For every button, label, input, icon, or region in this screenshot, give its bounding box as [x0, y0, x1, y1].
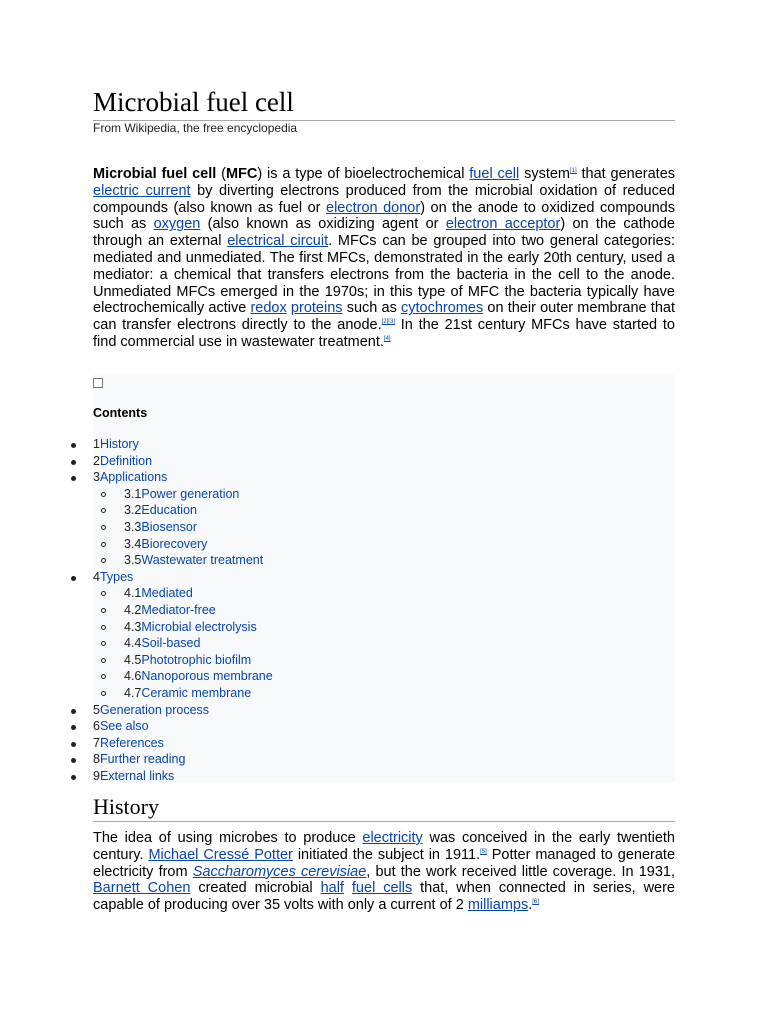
link-electron-donor[interactable]: electron donor — [326, 199, 421, 216]
text: initiated the subject in 1911. — [292, 846, 481, 863]
toc-item-nanoporous-membrane[interactable] — [0, 668, 675, 685]
toc-number: 3.3 — [124, 519, 142, 534]
toc-number: 9 — [93, 768, 100, 783]
citation-1[interactable]: [1] — [570, 168, 577, 175]
link-barnett-cohen[interactable]: Barnett Cohen — [93, 880, 191, 897]
toc-item-education[interactable] — [0, 502, 675, 519]
history-paragraph — [93, 830, 675, 914]
toc-item-generation-process[interactable] — [0, 702, 675, 719]
text: Potter managed to generate electricity from — [93, 846, 676, 880]
toc-item-phototrophic-biofilm[interactable] — [0, 652, 675, 669]
text — [344, 880, 352, 896]
link-milliamps[interactable]: milliamps — [467, 897, 529, 914]
bold-term: Microbial fuel cell — [93, 166, 217, 182]
toc-item-ceramic-membrane[interactable] — [0, 685, 675, 702]
toc-item-soil-based[interactable] — [0, 635, 675, 652]
link-oxygen[interactable]: oxygen — [153, 216, 201, 233]
bold-abbreviation: MFC — [225, 166, 258, 182]
toc-number: 2 — [93, 453, 100, 468]
toc-item-history[interactable] — [0, 436, 675, 453]
toc-link[interactable]: Types — [99, 569, 134, 584]
toc-item-biorecovery[interactable] — [0, 536, 675, 553]
toc-link[interactable]: Mediated — [141, 586, 193, 601]
toc-number: 3.2 — [124, 503, 142, 518]
toc-link[interactable]: Further reading — [99, 752, 186, 767]
toc-link[interactable]: Definition — [99, 453, 153, 468]
toc-number: 3.1 — [124, 486, 142, 501]
toc-number: 4.6 — [124, 669, 142, 684]
toc-number: 3 — [93, 470, 100, 485]
toc-number: 1 — [93, 437, 100, 451]
tagline: From Wikipedia, the free encyclopedia — [93, 121, 298, 135]
link-electricity[interactable]: electricity — [362, 830, 423, 846]
toc-number: 4.7 — [124, 685, 142, 700]
toc-link[interactable]: Phototrophic biofilm — [141, 652, 252, 667]
toc-link[interactable]: Nanoporous membrane — [141, 669, 273, 684]
toc-number: 4.4 — [124, 636, 142, 651]
link-proteins[interactable]: proteins — [290, 300, 343, 317]
citation-5[interactable]: [5] — [480, 848, 487, 855]
toc-link[interactable]: See also — [99, 719, 149, 734]
toc-item-mediated[interactable] — [0, 585, 675, 602]
text: that generates — [576, 166, 676, 182]
toc-link[interactable]: History — [99, 437, 139, 451]
toc-title: Contents — [93, 406, 148, 420]
text: In the 21st century MFCs have started to find commercial use in wastewater treatment. — [93, 317, 675, 350]
toc-number: 5 — [93, 702, 100, 717]
toc-link[interactable]: External links — [99, 768, 175, 783]
text: ) is a type of bioelectrochemical — [257, 166, 470, 182]
toc-item-power-generation[interactable] — [0, 486, 675, 503]
toc-item-references[interactable] — [0, 735, 675, 752]
text: . MFCs can be grouped into two general categories: mediated and unmediated. The first MFCs, demonstrated in the early 20th century, used a mediator: a chemical that transfers electrons from the bacteria in the cell to the anode. Unmediated MFCs emerged in the 1970s; in this type of MFC the bacteria typically have electrochemically active — [93, 233, 675, 317]
link-cytochromes[interactable]: cytochromes — [401, 300, 484, 317]
link-electron-acceptor[interactable]: electron acceptor — [445, 216, 561, 233]
toc-link[interactable]: Microbial electrolysis — [141, 619, 257, 634]
text: system — [519, 166, 570, 182]
toc-link[interactable]: Power generation — [141, 486, 240, 501]
text: (also known as oxidizing agent or — [200, 216, 446, 233]
text: ( — [216, 166, 226, 182]
text: such as — [342, 300, 401, 317]
text: ) on the cathode through an external — [93, 216, 675, 250]
text: on their outer membrane that can transfer electrons directly to the anode. — [93, 300, 675, 334]
text: by diverting electrons produced from the microbial oxidation of reduced compounds (also known as fuel or — [93, 182, 675, 216]
page-title: Microbial fuel cell — [93, 86, 675, 121]
toc-link[interactable]: Mediator-free — [141, 602, 216, 617]
toc-link[interactable]: Education — [141, 503, 197, 518]
link-saccharomyces-cerevisiae[interactable]: Saccharomyces cerevisiae — [192, 863, 367, 880]
toc-item-mediator-free[interactable] — [0, 602, 675, 619]
text: The idea of using microbes to produce — [93, 830, 363, 846]
table-of-contents — [93, 375, 675, 782]
intro-paragraph — [93, 166, 675, 351]
toc-number: 4 — [93, 569, 100, 584]
text: created microbial — [190, 880, 321, 897]
citation-4[interactable]: [4] — [383, 336, 391, 343]
toc-number: 4.2 — [124, 602, 142, 617]
toc-link[interactable]: Ceramic membrane — [141, 685, 252, 700]
toc-link[interactable]: Applications — [99, 470, 168, 485]
toc-toggle-checkbox[interactable] — [93, 378, 103, 388]
toc-item-further-reading[interactable] — [0, 751, 675, 768]
toc-link[interactable]: References — [99, 735, 164, 750]
text: that, when connected in series, were capable of producing over 35 volts with only a current of 2 — [93, 880, 675, 914]
toc-number: 3.5 — [124, 553, 142, 568]
toc-item-biosensor[interactable] — [0, 519, 675, 536]
text: , but the work received little coverage. In 1931, — [366, 863, 675, 880]
text: was conceived in the early twentieth century. — [93, 830, 675, 863]
toc-link[interactable]: Wastewater treatment — [141, 553, 264, 568]
citation-2-3[interactable]: [2][3] — [381, 319, 395, 326]
toc-number: 6 — [93, 719, 100, 734]
toc-item-applications[interactable] — [0, 469, 675, 486]
toc-item-types[interactable] — [0, 569, 675, 586]
link-fuel-cells[interactable]: fuel cells — [351, 880, 413, 897]
citation-6[interactable]: [6] — [532, 899, 539, 906]
link-half[interactable]: half — [320, 880, 344, 897]
toc-number: 7 — [93, 735, 100, 750]
toc-number: 4.5 — [124, 652, 142, 667]
section-heading-history: History — [93, 794, 675, 822]
toc-number: 4.3 — [124, 619, 142, 634]
toc-item-see-also[interactable] — [0, 718, 675, 735]
toc-link[interactable]: Soil-based — [141, 636, 201, 651]
toc-item-wastewater-treatment[interactable] — [0, 552, 675, 569]
toc-item-external-links[interactable] — [0, 768, 675, 785]
toc-number: 8 — [93, 752, 100, 767]
toc-number: 3.4 — [124, 536, 142, 551]
toc-number: 4.1 — [124, 586, 142, 601]
link-fuel-cell[interactable]: fuel cell — [469, 166, 520, 182]
toc-link[interactable]: Generation process — [99, 702, 210, 717]
link-electric-current[interactable]: electric current — [93, 182, 191, 199]
toc-link[interactable]: Biorecovery — [141, 536, 208, 551]
text: . — [528, 897, 533, 914]
toc-item-definition[interactable] — [0, 453, 675, 470]
link-electrical-circuit[interactable]: electrical circuit — [227, 233, 329, 250]
text: ) on the anode to oxidized compounds such as — [93, 199, 675, 233]
link-redox[interactable]: redox — [250, 300, 287, 317]
toc-item-microbial-electrolysis[interactable] — [0, 619, 675, 636]
link-michael-cresse-potter[interactable]: Michael Cressé Potter — [148, 846, 293, 863]
toc-list — [0, 436, 675, 784]
toc-link[interactable]: Biosensor — [141, 519, 197, 534]
